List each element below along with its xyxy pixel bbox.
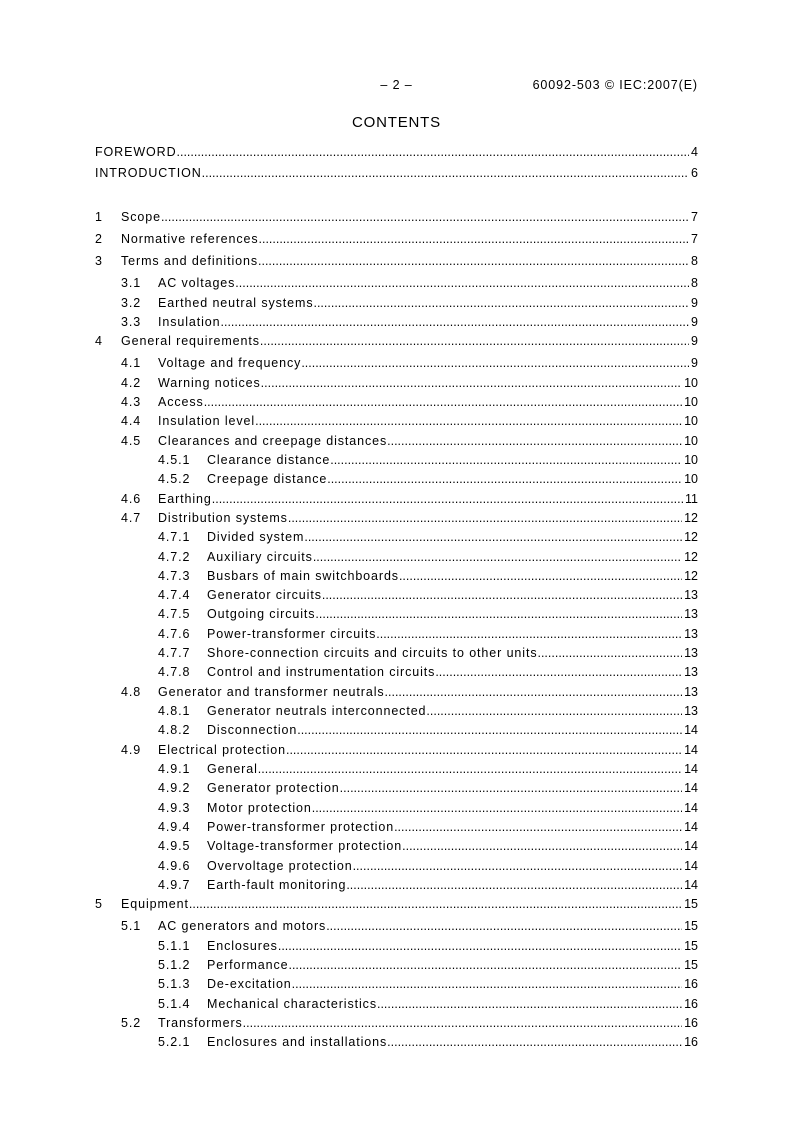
- toc-entry-4-9-4[interactable]: [95, 818, 698, 837]
- dot-leader: [312, 799, 682, 818]
- section-title: Outgoing circuits: [207, 607, 316, 622]
- section-number: 4.7.6: [158, 626, 191, 641]
- section-number: 3.3: [121, 314, 142, 329]
- section-number: 4.7.2: [158, 549, 191, 564]
- toc-entry-4-9-6[interactable]: [95, 857, 698, 876]
- toc-entry-4-5[interactable]: [95, 432, 698, 451]
- toc-entry-4-2[interactable]: [95, 374, 698, 393]
- page-number: 9: [691, 295, 698, 310]
- toc-entry-4[interactable]: [95, 332, 698, 351]
- section-number: 4.9.3: [158, 800, 191, 815]
- page-number-label: – 2 –: [380, 78, 413, 92]
- page-number: 14: [684, 762, 698, 777]
- toc-entry-4-7-8[interactable]: [95, 663, 698, 682]
- section-number: 4.7.1: [158, 530, 191, 545]
- section-number: 5.1.2: [158, 958, 191, 973]
- section-number: 4.7.4: [158, 588, 191, 603]
- dot-leader: [385, 683, 683, 702]
- dot-leader: [387, 1033, 682, 1052]
- dot-leader: [435, 663, 682, 682]
- toc-entry-5-2[interactable]: [95, 1014, 698, 1033]
- toc-entry-introduction[interactable]: [95, 164, 698, 183]
- section-number: 5: [95, 897, 103, 912]
- page-number: 8: [691, 254, 698, 269]
- page-number: 13: [684, 684, 698, 699]
- dot-leader: [258, 252, 689, 271]
- section-number: 5.1.1: [158, 938, 191, 953]
- page-number: 15: [684, 919, 698, 934]
- dot-leader: [243, 1014, 682, 1033]
- toc-entry-4-7-5[interactable]: [95, 605, 698, 624]
- document-identifier: 60092-503 © IEC:2007(E): [532, 78, 698, 92]
- page-number: 6: [691, 166, 698, 181]
- dot-leader: [313, 294, 689, 313]
- page-number: 4: [691, 145, 698, 160]
- section-title: Transformers: [158, 1016, 243, 1031]
- toc-entry-5-2-1[interactable]: [95, 1033, 698, 1052]
- toc-entry-4-7-6[interactable]: [95, 625, 698, 644]
- section-title: Enclosures: [207, 938, 278, 953]
- table-of-contents: [95, 143, 698, 1052]
- page-number: 16: [684, 977, 698, 992]
- section-title: Generator and transformer neutrals: [158, 684, 385, 699]
- toc-entry-5-1[interactable]: [95, 917, 698, 936]
- section-number: 4.1: [121, 356, 142, 371]
- toc-entry-4-7-1[interactable]: [95, 528, 698, 547]
- toc-entry-4-5-1[interactable]: [95, 451, 698, 470]
- page-number: 13: [684, 588, 698, 603]
- section-number: 4.9.2: [158, 781, 191, 796]
- toc-entry-4-9-2[interactable]: [95, 779, 698, 798]
- section-number: 3.2: [121, 295, 142, 310]
- dot-leader: [258, 760, 682, 779]
- toc-entry-4-7-2[interactable]: [95, 548, 698, 567]
- section-number: 4.5.2: [158, 472, 191, 487]
- page-number: 10: [684, 375, 698, 390]
- section-number: 4.8: [121, 684, 142, 699]
- section-title: Generator circuits: [207, 588, 322, 603]
- section-title: Scope: [121, 210, 161, 225]
- section-number: 4.7.3: [158, 568, 191, 583]
- dot-leader: [161, 208, 689, 227]
- section-title: Generator neutrals interconnected: [207, 704, 427, 719]
- toc-entry-4-3[interactable]: [95, 393, 698, 412]
- section-title: Electrical protection: [158, 742, 286, 757]
- toc-entry-foreword[interactable]: [95, 143, 698, 162]
- dot-leader: [286, 741, 682, 760]
- section-title: Normative references: [121, 232, 259, 247]
- toc-entry-4-9-5[interactable]: [95, 837, 698, 856]
- page-number: 9: [691, 334, 698, 349]
- toc-entry-5[interactable]: [95, 895, 698, 914]
- dot-leader: [402, 837, 682, 856]
- toc-entry-4-5-2[interactable]: [95, 470, 698, 489]
- section-title: AC voltages: [158, 276, 236, 291]
- page-number: 15: [684, 897, 698, 912]
- section-title: Terms and definitions: [121, 254, 259, 269]
- section-title: INTRODUCTION: [95, 166, 202, 181]
- page-number: 13: [684, 607, 698, 622]
- section-title: Mechanical characteristics: [207, 996, 377, 1011]
- section-title: Clearance distance: [207, 452, 331, 467]
- page-number: 15: [684, 958, 698, 973]
- section-number: 4.2: [121, 375, 142, 390]
- toc-entry-2[interactable]: [95, 230, 698, 249]
- section-title: General: [207, 762, 258, 777]
- section-number: 4.6: [121, 491, 142, 506]
- page-number: 14: [684, 858, 698, 873]
- section-number: 4.8.2: [158, 723, 191, 738]
- dot-leader: [177, 143, 690, 162]
- toc-entry-4-7-3[interactable]: [95, 567, 698, 586]
- dot-leader: [189, 895, 682, 914]
- page-number: 14: [684, 820, 698, 835]
- toc-entry-4-9-7[interactable]: [95, 876, 698, 895]
- page-number: 9: [691, 314, 698, 329]
- dot-leader: [340, 779, 682, 798]
- dot-leader: [537, 644, 682, 663]
- section-number: 5.1.3: [158, 977, 191, 992]
- dot-leader: [212, 490, 683, 509]
- section-title: Performance: [207, 958, 289, 973]
- page-number: 14: [684, 742, 698, 757]
- section-number: 4.4: [121, 414, 142, 429]
- toc-entry-3-2[interactable]: [95, 294, 698, 313]
- page-number: 10: [684, 433, 698, 448]
- toc-entry-4-8-2[interactable]: [95, 721, 698, 740]
- section-number: 4.9.1: [158, 762, 191, 777]
- page-number: 13: [684, 646, 698, 661]
- dot-leader: [327, 470, 682, 489]
- section-title: Voltage and frequency: [158, 356, 302, 371]
- toc-entry-5-1-2[interactable]: [95, 956, 698, 975]
- toc-entry-3-3[interactable]: [95, 313, 698, 332]
- dot-leader: [346, 876, 682, 895]
- dot-leader: [261, 374, 682, 393]
- toc-entry-4-9[interactable]: [95, 741, 698, 760]
- section-title: AC generators and motors: [158, 919, 327, 934]
- section-title: Enclosures and installations: [207, 1035, 388, 1050]
- section-title: Earth-fault monitoring: [207, 878, 347, 893]
- dot-leader: [322, 586, 682, 605]
- section-number: 4.9.5: [158, 839, 191, 854]
- page-number: 11: [685, 491, 698, 506]
- section-number: 1: [95, 210, 103, 225]
- page-number: 14: [684, 839, 698, 854]
- section-title: Access: [158, 394, 204, 409]
- section-title: Distribution systems: [158, 510, 288, 525]
- section-number: 5.1: [121, 919, 142, 934]
- section-title: Auxiliary circuits: [207, 549, 313, 564]
- section-number: 4.8.1: [158, 704, 191, 719]
- section-title: General requirements: [121, 334, 260, 349]
- page-number: 14: [684, 800, 698, 815]
- dot-leader: [292, 975, 682, 994]
- dot-leader: [288, 509, 682, 528]
- dot-leader: [221, 313, 690, 332]
- page-number: 14: [684, 878, 698, 893]
- toc-entry-4-4[interactable]: [95, 412, 698, 431]
- dot-leader: [260, 332, 689, 351]
- section-number: 4: [95, 334, 103, 349]
- section-title: Shore-connection circuits and circuits to other units: [207, 646, 538, 661]
- page-number: 15: [684, 938, 698, 953]
- section-title: Disconnection: [207, 723, 298, 738]
- dot-leader: [255, 412, 682, 431]
- dot-leader: [301, 354, 689, 373]
- page-number: 14: [684, 723, 698, 738]
- section-title: Generator protection: [207, 781, 340, 796]
- dot-leader: [313, 548, 682, 567]
- toc-entry-5-1-4[interactable]: [95, 995, 698, 1014]
- toc-entry-4-6[interactable]: [95, 490, 698, 509]
- page-number: 10: [684, 452, 698, 467]
- toc-entry-3[interactable]: [95, 252, 698, 271]
- page-number: 7: [691, 210, 698, 225]
- dot-leader: [399, 567, 682, 586]
- dot-leader: [315, 605, 682, 624]
- section-number: 4.9.6: [158, 858, 191, 873]
- section-number: 4.7.5: [158, 607, 191, 622]
- toc-entry-4-7[interactable]: [95, 509, 698, 528]
- toc-entry-1[interactable]: [95, 208, 698, 227]
- section-title: Divided system: [207, 530, 305, 545]
- toc-entry-3-1[interactable]: [95, 274, 698, 293]
- page-number: 13: [684, 704, 698, 719]
- toc-entry-4-7-4[interactable]: [95, 586, 698, 605]
- section-number: 2: [95, 232, 103, 247]
- dot-leader: [377, 995, 682, 1014]
- section-number: 4.7.8: [158, 665, 191, 680]
- section-number: 4.7.7: [158, 646, 191, 661]
- page-number: 14: [684, 781, 698, 796]
- page-title: CONTENTS: [352, 114, 441, 131]
- toc-entry-4-8[interactable]: [95, 683, 698, 702]
- section-title: Creepage distance: [207, 472, 328, 487]
- dot-leader: [394, 818, 682, 837]
- section-number: 4.9: [121, 742, 142, 757]
- section-title: Voltage-transformer protection: [207, 839, 403, 854]
- dot-leader: [278, 937, 682, 956]
- section-title: Earthed neutral systems: [158, 295, 314, 310]
- section-title: FOREWORD: [95, 145, 177, 160]
- section-title: Power-transformer protection: [207, 820, 395, 835]
- page-number: 16: [684, 996, 698, 1011]
- section-title: Warning notices: [158, 375, 261, 390]
- toc-entry-4-9-3[interactable]: [95, 799, 698, 818]
- page-number: 8: [691, 276, 698, 291]
- toc-entry-5-1-1[interactable]: [95, 937, 698, 956]
- page-number: 10: [684, 394, 698, 409]
- page-number: 9: [691, 356, 698, 371]
- toc-entry-5-1-3[interactable]: [95, 975, 698, 994]
- dot-leader: [202, 164, 689, 183]
- page-header: [0, 76, 793, 94]
- section-number: 4.9.7: [158, 878, 191, 893]
- section-number: 5.1.4: [158, 996, 191, 1011]
- page-number: 12: [684, 568, 698, 583]
- dot-leader: [259, 230, 690, 249]
- dot-leader: [387, 432, 682, 451]
- page-number: 13: [684, 665, 698, 680]
- dot-leader: [235, 274, 689, 293]
- section-title: Overvoltage protection: [207, 858, 353, 873]
- section-number: 3.1: [121, 276, 142, 291]
- dot-leader: [288, 956, 682, 975]
- page-number: 16: [684, 1035, 698, 1050]
- page-number: 16: [684, 1016, 698, 1031]
- section-title: De-excitation: [207, 977, 292, 992]
- section-title: Insulation level: [158, 414, 256, 429]
- section-title: Equipment: [121, 897, 189, 912]
- section-number: 3: [95, 254, 103, 269]
- section-number: 4.9.4: [158, 820, 191, 835]
- page-number: 7: [691, 232, 698, 247]
- section-number: 4.7: [121, 510, 142, 525]
- page-number: 12: [684, 510, 698, 525]
- dot-leader: [353, 857, 683, 876]
- dot-leader: [297, 721, 682, 740]
- section-title: Busbars of main switchboards: [207, 568, 399, 583]
- section-title: Motor protection: [207, 800, 312, 815]
- page-number: 10: [684, 472, 698, 487]
- section-number: 5.2: [121, 1016, 142, 1031]
- page-number: 13: [684, 626, 698, 641]
- section-number: 5.2.1: [158, 1035, 191, 1050]
- dot-leader: [326, 917, 682, 936]
- dot-leader: [426, 702, 682, 721]
- section-title: Power-transformer circuits: [207, 626, 377, 641]
- section-title: Earthing: [158, 491, 212, 506]
- toc-entry-4-8-1[interactable]: [95, 702, 698, 721]
- dot-leader: [330, 451, 682, 470]
- section-title: Control and instrumentation circuits: [207, 665, 436, 680]
- toc-entry-4-7-7[interactable]: [95, 644, 698, 663]
- page-number: 12: [684, 549, 698, 564]
- section-title: Clearances and creepage distances: [158, 433, 388, 448]
- section-number: 4.5: [121, 433, 142, 448]
- section-title: Insulation: [158, 314, 221, 329]
- dot-leader: [204, 393, 682, 412]
- toc-entry-4-1[interactable]: [95, 354, 698, 373]
- page-number: 10: [684, 414, 698, 429]
- section-number: 4.3: [121, 394, 142, 409]
- dot-leader: [376, 625, 682, 644]
- dot-leader: [304, 528, 682, 547]
- toc-entry-4-9-1[interactable]: [95, 760, 698, 779]
- page-number: 12: [684, 530, 698, 545]
- section-number: 4.5.1: [158, 452, 191, 467]
